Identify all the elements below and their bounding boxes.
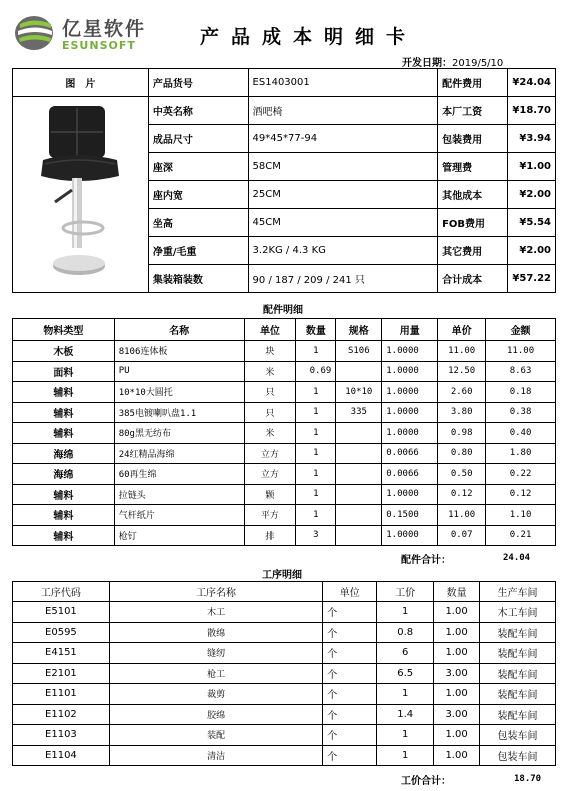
info-label: 成品尺寸 bbox=[148, 125, 248, 153]
part-amount: 11.00 bbox=[486, 341, 556, 362]
op-code: E4151 bbox=[13, 643, 110, 664]
op-qty: 1.00 bbox=[434, 602, 480, 623]
esunsoft-logo-icon bbox=[14, 14, 56, 52]
part-name: 气杆纸片 bbox=[114, 505, 244, 526]
ops-section-title: 工序明细 bbox=[262, 570, 302, 581]
op-code: E1101 bbox=[13, 684, 110, 705]
op-rate: 1 bbox=[377, 745, 434, 766]
info-value: ES1403001 bbox=[248, 69, 438, 97]
ops-col-rate: 工价 bbox=[377, 582, 434, 602]
part-price: 0.50 bbox=[438, 464, 486, 485]
cost-value: ¥3.94 bbox=[507, 125, 555, 153]
part-name: 24红精品海绵 bbox=[114, 443, 244, 464]
part-price: 11.00 bbox=[438, 341, 486, 362]
op-name: 清洁 bbox=[109, 745, 322, 766]
part-spec: S106 bbox=[336, 341, 382, 362]
part-amount: 0.12 bbox=[486, 484, 556, 505]
parts-col-spec: 规格 bbox=[336, 319, 382, 341]
part-qty: 1 bbox=[296, 484, 336, 505]
part-name: 10*10大圆托 bbox=[114, 382, 244, 403]
part-amount: 1.10 bbox=[486, 505, 556, 526]
op-workshop: 装配车间 bbox=[480, 663, 556, 684]
part-usage: 1.0000 bbox=[382, 341, 438, 362]
cost-value: ¥24.04 bbox=[507, 69, 555, 97]
ops-col-unit: 单位 bbox=[323, 582, 377, 602]
part-usage: 1.0000 bbox=[382, 525, 438, 546]
op-qty: 3.00 bbox=[434, 663, 480, 684]
part-qty: 1 bbox=[296, 382, 336, 403]
part-type: 木板 bbox=[13, 341, 115, 362]
op-code: E0595 bbox=[13, 622, 110, 643]
part-price: 3.80 bbox=[438, 402, 486, 423]
op-name: 胶绵 bbox=[109, 704, 322, 725]
part-name: 80g黑无纺布 bbox=[114, 423, 244, 444]
op-name: 木工 bbox=[109, 602, 322, 623]
parts-col-amount: 金额 bbox=[486, 319, 556, 341]
part-type: 辅料 bbox=[13, 484, 115, 505]
parts-row bbox=[13, 525, 556, 546]
op-unit: 个 bbox=[323, 622, 377, 643]
part-type: 面料 bbox=[13, 361, 115, 382]
part-usage: 1.0000 bbox=[382, 402, 438, 423]
part-amount: 0.21 bbox=[486, 525, 556, 546]
part-spec bbox=[336, 464, 382, 485]
part-qty: 1 bbox=[296, 341, 336, 362]
ops-col-qty: 数量 bbox=[434, 582, 480, 602]
product-info-table bbox=[12, 68, 556, 293]
op-code: E1103 bbox=[13, 725, 110, 746]
document-header bbox=[0, 0, 564, 69]
op-qty: 1.00 bbox=[434, 684, 480, 705]
page-title: 产品成本明细卡 bbox=[200, 26, 418, 48]
part-price: 12.50 bbox=[438, 361, 486, 382]
ops-col-name: 工序名称 bbox=[109, 582, 322, 602]
part-price: 0.98 bbox=[438, 423, 486, 444]
op-workshop: 木工车间 bbox=[480, 602, 556, 623]
parts-total-label: 配件合计： bbox=[401, 555, 451, 566]
part-type: 辅料 bbox=[13, 382, 115, 403]
part-usage: 1.0000 bbox=[382, 423, 438, 444]
op-unit: 个 bbox=[323, 684, 377, 705]
part-usage: 0.0066 bbox=[382, 443, 438, 464]
cost-value: ¥57.22 bbox=[507, 265, 555, 293]
dev-date-value: 2019/5/10 bbox=[452, 58, 504, 69]
part-qty: 1 bbox=[296, 464, 336, 485]
part-name: 拉链头 bbox=[114, 484, 244, 505]
ops-row bbox=[13, 663, 556, 684]
part-type: 辅料 bbox=[13, 525, 115, 546]
op-qty: 3.00 bbox=[434, 704, 480, 725]
ops-col-workshop: 生产车间 bbox=[480, 582, 556, 602]
part-amount: 0.40 bbox=[486, 423, 556, 444]
part-name: PU bbox=[114, 361, 244, 382]
info-label: 集装箱装数 bbox=[148, 265, 248, 293]
cost-value: ¥18.70 bbox=[507, 97, 555, 125]
op-rate: 6.5 bbox=[377, 663, 434, 684]
ops-total-value: 18.70 bbox=[514, 774, 542, 784]
info-label: 座深 bbox=[148, 153, 248, 181]
ops-row bbox=[13, 704, 556, 725]
part-qty: 1 bbox=[296, 443, 336, 464]
part-spec bbox=[336, 484, 382, 505]
ops-row bbox=[13, 622, 556, 643]
cost-label: 配件费用 bbox=[438, 69, 508, 97]
op-workshop: 装配车间 bbox=[480, 704, 556, 725]
part-amount: 0.22 bbox=[486, 464, 556, 485]
part-unit: 块 bbox=[244, 341, 296, 362]
part-amount: 0.38 bbox=[486, 402, 556, 423]
info-value: 45CM bbox=[248, 209, 438, 237]
part-qty: 1 bbox=[296, 423, 336, 444]
part-name: 枪钉 bbox=[114, 525, 244, 546]
part-spec: 10*10 bbox=[336, 382, 382, 403]
part-unit: 立方 bbox=[244, 443, 296, 464]
part-unit: 平方 bbox=[244, 505, 296, 526]
dev-date bbox=[402, 54, 503, 69]
op-name: 枪工 bbox=[109, 663, 322, 684]
logo-chinese-name: 亿星软件 bbox=[62, 18, 147, 40]
parts-row bbox=[13, 443, 556, 464]
op-workshop: 包装车间 bbox=[480, 725, 556, 746]
parts-col-name: 名称 bbox=[114, 319, 244, 341]
cost-label: 合计成本 bbox=[438, 265, 508, 293]
info-value: 3.2KG / 4.3 KG bbox=[248, 237, 438, 265]
part-price: 0.07 bbox=[438, 525, 486, 546]
info-value: 25CM bbox=[248, 181, 438, 209]
op-code: E1104 bbox=[13, 745, 110, 766]
part-unit: 只 bbox=[244, 402, 296, 423]
parts-row bbox=[13, 361, 556, 382]
parts-col-type: 物料类型 bbox=[13, 319, 115, 341]
op-name: 散绵 bbox=[109, 622, 322, 643]
part-unit: 米 bbox=[244, 423, 296, 444]
cost-value: ¥5.54 bbox=[507, 209, 555, 237]
cost-label: 本厂工资 bbox=[438, 97, 508, 125]
part-usage: 0.0066 bbox=[382, 464, 438, 485]
part-unit: 米 bbox=[244, 361, 296, 382]
cost-label: 包装费用 bbox=[438, 125, 508, 153]
part-qty: 3 bbox=[296, 525, 336, 546]
op-name: 装配 bbox=[109, 725, 322, 746]
cost-value: ¥1.00 bbox=[507, 153, 555, 181]
part-spec: 335 bbox=[336, 402, 382, 423]
part-usage: 0.1500 bbox=[382, 505, 438, 526]
op-workshop: 包装车间 bbox=[480, 745, 556, 766]
op-rate: 1 bbox=[377, 684, 434, 705]
info-value: 酒吧椅 bbox=[248, 97, 438, 125]
op-unit: 个 bbox=[323, 704, 377, 725]
part-price: 0.80 bbox=[438, 443, 486, 464]
part-amount: 0.18 bbox=[486, 382, 556, 403]
cost-label: 其他成本 bbox=[438, 181, 508, 209]
part-usage: 1.0000 bbox=[382, 484, 438, 505]
logo-english-name: ESUNSOFT bbox=[62, 39, 136, 52]
info-row bbox=[13, 97, 556, 125]
info-value: 58CM bbox=[248, 153, 438, 181]
part-name: 8106连体板 bbox=[114, 341, 244, 362]
parts-row bbox=[13, 484, 556, 505]
part-name: 60再生绵 bbox=[114, 464, 244, 485]
parts-section-title: 配件明细 bbox=[263, 305, 303, 316]
parts-row bbox=[13, 423, 556, 444]
cost-value: ¥2.00 bbox=[507, 237, 555, 265]
parts-row bbox=[13, 402, 556, 423]
dev-date-label: 开发日期： bbox=[402, 58, 452, 69]
operations-table bbox=[12, 581, 556, 766]
op-qty: 1.00 bbox=[434, 725, 480, 746]
op-code: E1102 bbox=[13, 704, 110, 725]
parts-col-price: 单价 bbox=[438, 319, 486, 341]
parts-total-value: 24.04 bbox=[503, 553, 531, 563]
info-value: 49*45*77-94 bbox=[248, 125, 438, 153]
op-rate: 1.4 bbox=[377, 704, 434, 725]
part-spec bbox=[336, 361, 382, 382]
op-rate: 6 bbox=[377, 643, 434, 664]
part-usage: 1.0000 bbox=[382, 382, 438, 403]
part-unit: 只 bbox=[244, 382, 296, 403]
part-qty: 1 bbox=[296, 402, 336, 423]
part-spec bbox=[336, 525, 382, 546]
parts-col-unit: 单位 bbox=[244, 319, 296, 341]
part-amount: 1.80 bbox=[486, 443, 556, 464]
ops-col-code: 工序代码 bbox=[13, 582, 110, 602]
part-type: 辅料 bbox=[13, 402, 115, 423]
bar-stool-image bbox=[25, 98, 135, 288]
parts-col-usage: 用量 bbox=[382, 319, 438, 341]
info-label: 中英名称 bbox=[148, 97, 248, 125]
op-workshop: 装配车间 bbox=[480, 643, 556, 664]
op-rate: 0.8 bbox=[377, 622, 434, 643]
parts-row bbox=[13, 464, 556, 485]
part-price: 0.12 bbox=[438, 484, 486, 505]
cost-label: 管理费 bbox=[438, 153, 508, 181]
ops-total-label: 工价合计： bbox=[401, 776, 451, 787]
op-rate: 1 bbox=[377, 602, 434, 623]
cost-label: FOB费用 bbox=[438, 209, 508, 237]
op-rate: 1 bbox=[377, 725, 434, 746]
part-amount: 8.63 bbox=[486, 361, 556, 382]
op-unit: 个 bbox=[323, 602, 377, 623]
parts-header-row bbox=[13, 319, 556, 341]
info-value: 90 / 187 / 209 / 241 只 bbox=[248, 265, 438, 293]
op-name: 裁剪 bbox=[109, 684, 322, 705]
part-qty: 1 bbox=[296, 505, 336, 526]
part-unit: 排 bbox=[244, 525, 296, 546]
ops-row bbox=[13, 684, 556, 705]
part-spec bbox=[336, 443, 382, 464]
info-label: 产品货号 bbox=[148, 69, 248, 97]
info-label: 净重/毛重 bbox=[148, 237, 248, 265]
parts-table bbox=[12, 318, 556, 546]
op-qty: 1.00 bbox=[434, 622, 480, 643]
part-spec bbox=[336, 423, 382, 444]
op-code: E2101 bbox=[13, 663, 110, 684]
cost-value: ¥2.00 bbox=[507, 181, 555, 209]
parts-row bbox=[13, 341, 556, 362]
part-price: 2.60 bbox=[438, 382, 486, 403]
op-unit: 个 bbox=[323, 745, 377, 766]
cost-label: 其它费用 bbox=[438, 237, 508, 265]
product-photo bbox=[13, 97, 149, 293]
parts-row bbox=[13, 505, 556, 526]
part-type: 海绵 bbox=[13, 464, 115, 485]
part-qty: 0.69 bbox=[296, 361, 336, 382]
op-qty: 1.00 bbox=[434, 745, 480, 766]
op-unit: 个 bbox=[323, 643, 377, 664]
ops-row bbox=[13, 725, 556, 746]
photo-header: 图 片 bbox=[13, 69, 149, 97]
ops-row bbox=[13, 602, 556, 623]
op-unit: 个 bbox=[323, 663, 377, 684]
part-spec bbox=[336, 505, 382, 526]
parts-col-qty: 数量 bbox=[296, 319, 336, 341]
info-label: 座内宽 bbox=[148, 181, 248, 209]
part-type: 海绵 bbox=[13, 443, 115, 464]
part-name: 385电镀喇叭盘1.1 bbox=[114, 402, 244, 423]
ops-row bbox=[13, 643, 556, 664]
ops-row bbox=[13, 745, 556, 766]
op-name: 缝纫 bbox=[109, 643, 322, 664]
op-workshop: 装配车间 bbox=[480, 622, 556, 643]
op-qty: 1.00 bbox=[434, 643, 480, 664]
parts-row bbox=[13, 382, 556, 403]
op-code: E5101 bbox=[13, 602, 110, 623]
part-type: 辅料 bbox=[13, 505, 115, 526]
part-unit: 颗 bbox=[244, 484, 296, 505]
op-workshop: 装配车间 bbox=[480, 684, 556, 705]
op-unit: 个 bbox=[323, 725, 377, 746]
info-label: 坐高 bbox=[148, 209, 248, 237]
ops-header-row bbox=[13, 582, 556, 602]
info-row bbox=[13, 69, 556, 97]
part-type: 辅料 bbox=[13, 423, 115, 444]
part-usage: 1.0000 bbox=[382, 361, 438, 382]
part-price: 11.00 bbox=[438, 505, 486, 526]
part-unit: 立方 bbox=[244, 464, 296, 485]
